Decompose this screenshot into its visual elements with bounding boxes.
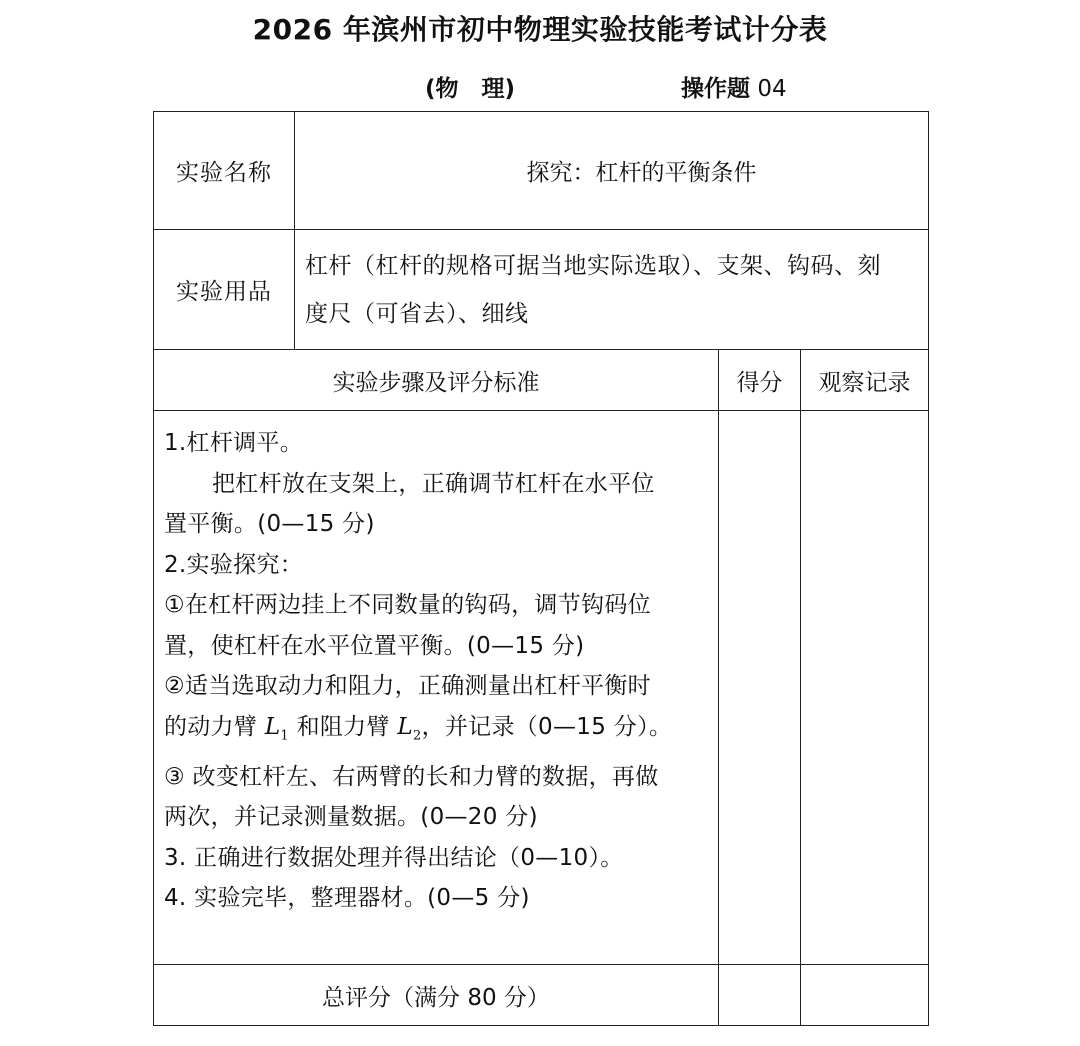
steps-header: 实验步骤及评分标准 bbox=[154, 350, 719, 411]
step-4: 4. 实验完毕，整理器材。(0—5 分) bbox=[164, 885, 530, 912]
step-2-title: 2.实验探究： bbox=[164, 551, 304, 578]
variable-l1-letter: L bbox=[264, 713, 281, 740]
step-3: 3. 正确进行数据处理并得出结论（0—10）。 bbox=[164, 844, 624, 871]
step-1-line: 置平衡。(0—15 分) bbox=[164, 511, 375, 537]
variable-l2 bbox=[397, 713, 422, 744]
experiment-name-label: 实验名称 bbox=[154, 112, 295, 230]
record-header: 观察记录 bbox=[801, 350, 929, 411]
experiment-name-row bbox=[154, 112, 929, 230]
steps-header-row bbox=[154, 350, 929, 411]
score-header: 得分 bbox=[719, 350, 801, 411]
step-2b-line: ②适当选取动力和阻力，正确测量出杠杆平衡时 bbox=[164, 673, 651, 699]
equipment-line: 度尺（可省去）、细线 bbox=[305, 300, 529, 327]
page-title: 2026 年滨州市初中物理实验技能考试计分表 bbox=[252, 13, 828, 46]
experiment-name-value: 探究：杠杆的平衡条件 bbox=[295, 112, 929, 230]
steps-content bbox=[154, 411, 719, 965]
equipment-row bbox=[154, 230, 929, 350]
total-score-cell[interactable] bbox=[719, 965, 801, 1026]
equipment-line: 杠杆（杠杆的规格可据当地实际选取）、支架、钩码、刻 bbox=[305, 252, 881, 279]
steps-row bbox=[154, 411, 929, 965]
question-number bbox=[681, 70, 787, 103]
record-cell[interactable] bbox=[801, 411, 929, 965]
total-row bbox=[154, 965, 929, 1026]
variable-l1-subscript: 1 bbox=[280, 728, 289, 744]
step-2b-text: 和阻力臂 bbox=[288, 713, 398, 740]
step-2c-line: 两次，并记录测量数据。(0—20 分) bbox=[164, 804, 538, 831]
subject-label: (物 理) bbox=[425, 76, 516, 102]
step-1-title: 1.杠杆调平。 bbox=[164, 430, 304, 456]
step-2b-line bbox=[164, 707, 712, 757]
score-cell[interactable] bbox=[719, 411, 801, 965]
total-label: 总评分（满分 80 分） bbox=[154, 965, 719, 1026]
question-number-value: 04 bbox=[757, 76, 787, 102]
equipment-value bbox=[295, 230, 929, 350]
step-2a-line: 置，使杠杆在水平位置平衡。(0—15 分) bbox=[164, 632, 585, 659]
step-2c-line: ③ 改变杠杆左、右两臂的长和力臂的数据，再做 bbox=[164, 763, 659, 790]
variable-l2-subscript: 2 bbox=[412, 728, 422, 744]
step-2b-text: 的动力臂 bbox=[164, 713, 265, 740]
equipment-label: 实验用品 bbox=[154, 230, 295, 350]
total-record-cell[interactable] bbox=[801, 965, 929, 1026]
step-2b-text: ，并记录（0—15 分）。 bbox=[421, 713, 673, 740]
step-2a-line: ①在杠杆两边挂上不同数量的钩码，调节钩码位 bbox=[164, 592, 651, 618]
score-sheet-table bbox=[153, 111, 929, 1026]
question-label: 操作题 bbox=[681, 76, 750, 102]
variable-l1 bbox=[264, 713, 289, 744]
variable-l2-letter: L bbox=[397, 713, 413, 740]
step-1-line: 把杠杆放在支架上，正确调节杠杆在水平位 bbox=[212, 470, 655, 497]
